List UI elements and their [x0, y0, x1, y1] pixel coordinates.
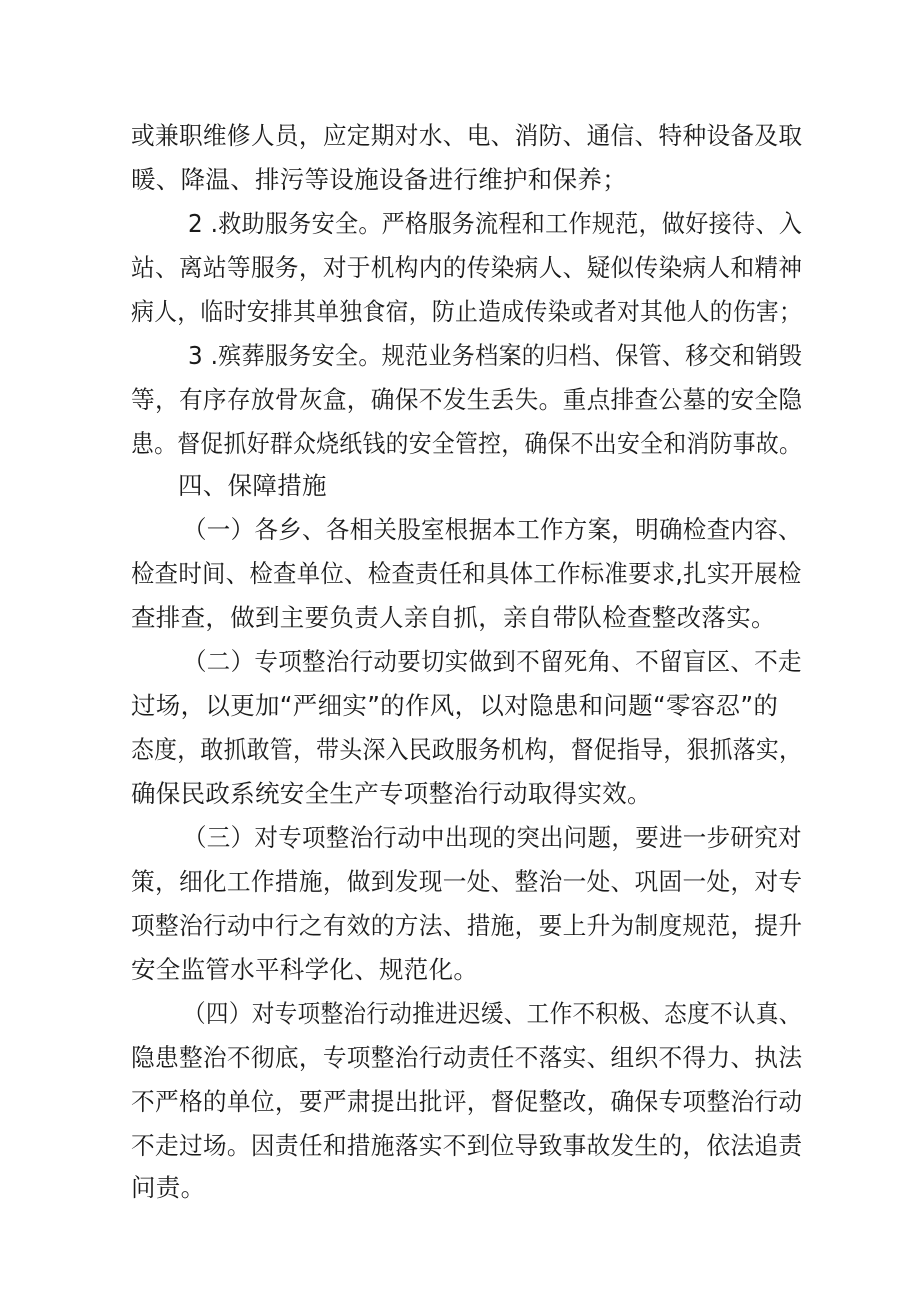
- text-line: 患。督促抓好群众烧纸钱的安全管控，确保不出安全和消防事故。: [131, 429, 803, 458]
- text-line: 不走过场。因责任和措施落实不到位导致事故发生的，依法追责: [131, 1131, 803, 1160]
- text-line: 2 .救助服务安全。严格服务流程和工作规范，做好接待、入: [188, 209, 803, 238]
- text-line: 隐患整治不彻底，专项整治行动责任不落实、组织不得力、执法: [131, 1043, 803, 1072]
- text-line: 3 .殡葬服务安全。规范业务档案的归档、保管、移交和销毁: [188, 341, 803, 370]
- text-line: 问责。: [131, 1173, 206, 1202]
- text-line: （一）各乡、各相关股室根据本工作方案，明确检查内容、: [183, 515, 802, 544]
- text-line: （二）专项整治行动要切实做到不留死角、不留盲区、不走: [183, 647, 802, 676]
- text-line: 等，有序存放骨灰盒，确保不发生丢失。重点排查公墓的安全隐: [131, 385, 803, 414]
- text-line: （三）对专项整治行动中出现的突出问题，要进一步研究对: [183, 823, 802, 852]
- text-line: 项整治行动中行之有效的方法、措施，要上升为制度规范，提升: [131, 911, 803, 940]
- text-line: 确保民政系统安全生产专项整治行动取得实效。: [131, 779, 652, 808]
- text-line: 病人，临时安排其单独食宿，防止造成传染或者对其他人的伤害；: [131, 297, 803, 326]
- text-line: 或兼职维修人员，应定期对水、电、消防、通信、特种设备及取: [131, 121, 803, 150]
- section-heading: 四、保障措施: [178, 471, 327, 500]
- text-line: 策，细化工作措施，做到发现一处、整治一处、巩固一处，对专: [131, 867, 803, 896]
- text-line: 站、离站等服务，对于机构内的传染病人、疑似传染病人和精神: [131, 253, 803, 282]
- text-line: 过场，以更加“严细实”的作风，以对隐患和问题“零容忍”的: [131, 691, 779, 720]
- text-line: 不严格的单位，要严肃提出批评，督促整改，确保专项整治行动: [131, 1087, 803, 1116]
- text-line: 查排查，做到主要负责人亲自抓，亲自带队检查整改落实。: [131, 603, 776, 632]
- text-line: 暖、降温、排污等设施设备进行维护和保养；: [131, 165, 627, 194]
- text-line: 检查时间、检查单位、检查责任和具体工作标准要求,扎实开展检: [131, 559, 802, 588]
- text-line: 态度，敢抓敢管，带头深入民政服务机构，督促指导，狠抓落实，: [131, 735, 803, 764]
- text-line: （四）对专项整治行动推进迟缓、工作不积极、态度不认真、: [183, 999, 802, 1028]
- text-line: 安全监管水平科学化、规范化。: [131, 955, 479, 984]
